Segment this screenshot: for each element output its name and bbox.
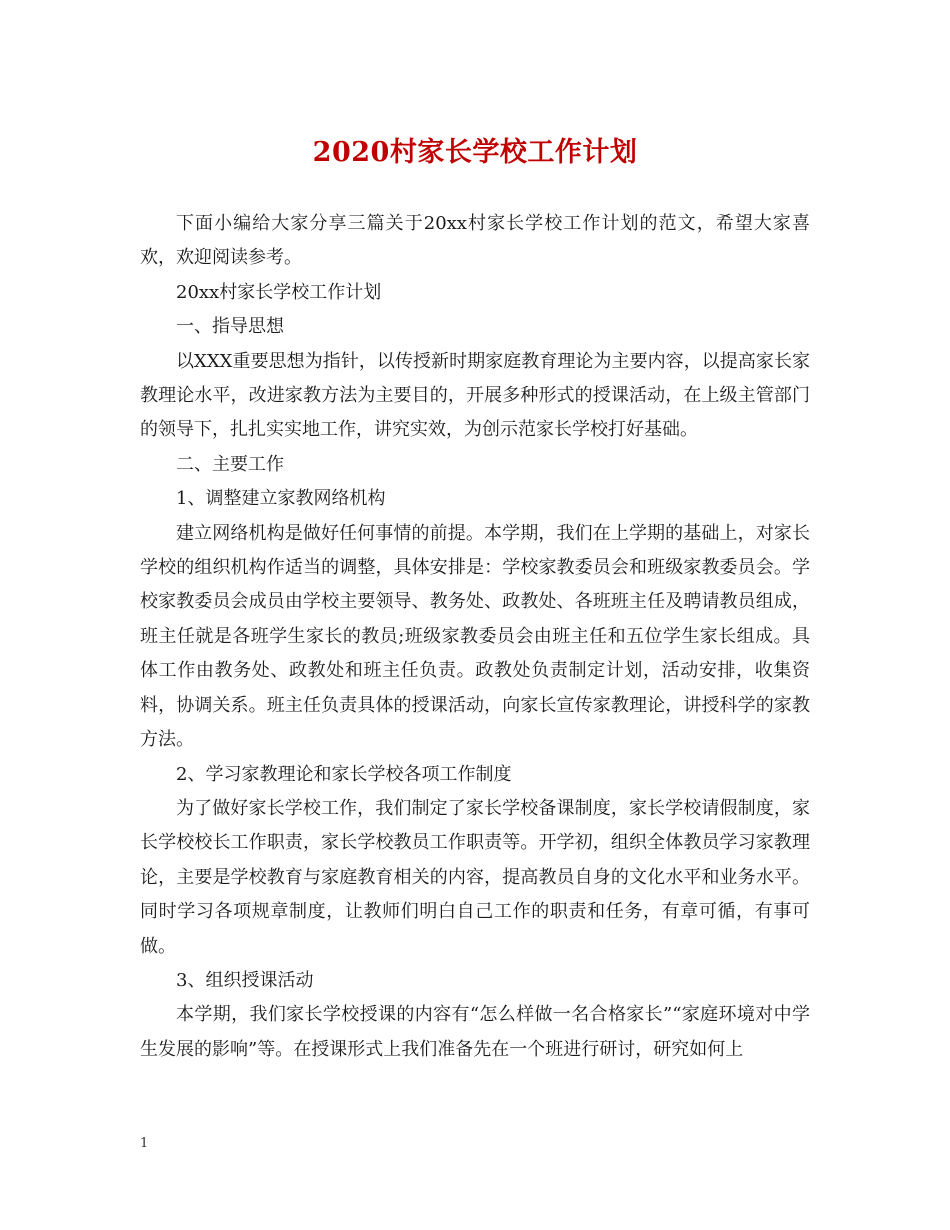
guiding-thought-paragraph: 以XXX重要思想为指针，以传授新时期家庭教育理论为主要内容，以提高家长家教理论水平，改进家教方法为主要目的，开展多种形式的授课活动，在上级主管部门的领导下，扎扎实实地工作，讲究实效，为创示范家长学校打好基础。	[140, 350, 810, 441]
section-heading-main-work: 二、主要工作	[176, 453, 284, 475]
section-heading-guiding-thought: 一、指导思想	[176, 316, 284, 338]
item-heading-2: 2、学习家教理论和家长学校各项工作制度	[176, 763, 512, 785]
item-heading-3: 3、组织授课活动	[176, 969, 314, 991]
subtitle-line: 20xx村家长学校工作计划	[176, 281, 382, 303]
item-heading-1: 1、调整建立家教网络机构	[176, 488, 386, 510]
intro-paragraph: 下面小编给大家分享三篇关于20xx村家长学校工作计划的范文，希望大家喜欢，欢迎阅读参考。	[140, 213, 810, 269]
document-title: 2020村家长学校工作计划	[312, 137, 638, 168]
document-body	[140, 207, 810, 1067]
item-paragraph-3: 本学期，我们家长学校授课的内容有“怎么样做一名合格家长”“家庭环境对中学生发展的影响”等。在授课形式上我们准备先在一个班进行研讨，研究如何上	[140, 1004, 810, 1060]
page-number: 1	[140, 1136, 149, 1151]
item-paragraph-2: 为了做好家长学校工作，我们制定了家长学校备课制度，家长学校请假制度，家长学校校长工作职责，家长学校教员工作职责等。开学初，组织全体教员学习家教理论，主要是学校教育与家庭教育相关的内容，提高教员自身的文化水平和业务水平。同时学习各项规章制度，让教师们明白自己工作的职责和任务，有章可循，有事可做。	[140, 797, 810, 957]
item-paragraph-1: 建立网络机构是做好任何事情的前提。本学期，我们在上学期的基础上，对家长学校的组织机构作适当的调整，具体安排是：学校家教委员会和班级家教委员会。学校家教委员会成员由学校主要领导、教务处、政教处、各班班主任及聘请教员组成，班主任就是各班学生家长的教员;班级家教委员会由班主任和五位学生家长组成。具体工作由教务处、政教处和班主任负责。政教处负责制定计划，活动安排，收集资料，协调关系。班主任负责具体的授课活动，向家长宣传家教理论，讲授科学的家教方法。	[140, 522, 810, 751]
